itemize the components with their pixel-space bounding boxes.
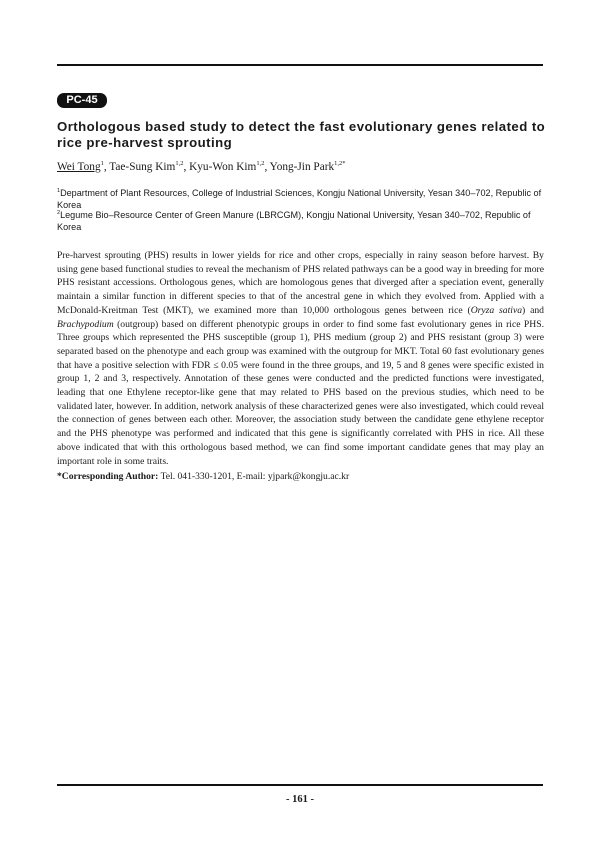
corresponding-author bbox=[57, 471, 547, 483]
author-affil-sup: 1,2 bbox=[256, 160, 265, 167]
abstract bbox=[57, 249, 544, 468]
author-list bbox=[57, 160, 547, 174]
affiliation-2 bbox=[57, 210, 547, 233]
author-affil-sup: 1,2* bbox=[334, 160, 346, 167]
affiliation-text: Legume Bio‒Resource Center of Green Manure (LBRCGM), Kongju National University, Yesan 340‒702, Republic of Korea bbox=[57, 210, 531, 232]
affiliation-sup: 2 bbox=[57, 210, 61, 216]
session-badge: PC-45 bbox=[57, 93, 107, 108]
abstract-text: ) and bbox=[522, 304, 544, 316]
affiliation-1 bbox=[57, 188, 547, 211]
bottom-rule bbox=[57, 784, 543, 786]
top-rule bbox=[57, 64, 543, 66]
abstract-text: (outgroup) based on different phenotypic groups in order to find some fast evolutionary genes in rice PHS. Three groups which represented the PHS susceptible (group 1), PHS medium (group 2) and PHS resistant (group 3) were separated based on the phenotype and each group was examined with the outgroup for MKT. Total 60 fast evolutionary genes that have a positive selection with FDR ≤ 0.05 were found in the three groups, and 19, 5 and 8 genes were specific existed in group 1, 2 and 3, respectively. Annotation of these genes were conducted and the predicted functions were investigated, leading that one Ethylene receptor-like gene that may related to PHS based on the previous studies, which need to be validated later, however. In addition, network analysis of these characterized genes were also investigated, which could reveal the connection of genes between each other. Moreover, the association study between the candidate gene ethylene receptor and the PHS phenotype was performed and indicated that this gene is significantly correlated with PHS in rice. All these above indicated that with this orthologous based method, we can find some important candidate genes that may play an important role in some traits. bbox=[57, 318, 544, 467]
corresponding-contact: Tel. 041-330-1201, E-mail: yjpark@kongju.ac.kr bbox=[158, 471, 350, 482]
author-name: Yong-Jin Park bbox=[269, 161, 335, 173]
author-separator: , bbox=[264, 161, 270, 173]
author-name: Kyu-Won Kim bbox=[189, 161, 257, 173]
author-affil-sup: 1,2 bbox=[175, 160, 184, 167]
author-separator: , bbox=[183, 161, 190, 173]
page-number: - 161 - bbox=[286, 794, 314, 805]
species-name: Brachypodium bbox=[57, 318, 114, 330]
author-affil-sup: 1 bbox=[100, 160, 104, 167]
affiliation-sup: 1 bbox=[57, 188, 61, 194]
author-separator: , bbox=[103, 161, 110, 173]
paper-title: Orthologous based study to detect the fast evolutionary genes related to rice pre-harvest sprouting bbox=[57, 119, 546, 150]
author-name: Wei Tong bbox=[57, 161, 101, 173]
affiliation-text: Department of Plant Resources, College of Industrial Sciences, Kongju National University, Yesan 340‒702, Republic of Korea bbox=[57, 188, 542, 210]
abstract-text: Pre-harvest sprouting (PHS) results in lower yields for rice and other crops, especially in rainy season before harvest. By using gene based functional studies to reveal the mechanism of PHS related pathways can be a good way in breeding for more PHS resistant accessions. Orthologous genes, which are homologous genes that diverged after a speciation event, generally maintain a similar function in different species to that of the ancestral gene in which they evolved from. Applied with a McDonald-Kreitman Test (MKT), we examined more than 10,000 orthologous genes between rice ( bbox=[57, 250, 544, 316]
corresponding-label: *Corresponding Author: bbox=[57, 471, 159, 482]
author-name: Tae-Sung Kim bbox=[109, 161, 176, 173]
species-name: Oryza sativa bbox=[470, 304, 523, 316]
